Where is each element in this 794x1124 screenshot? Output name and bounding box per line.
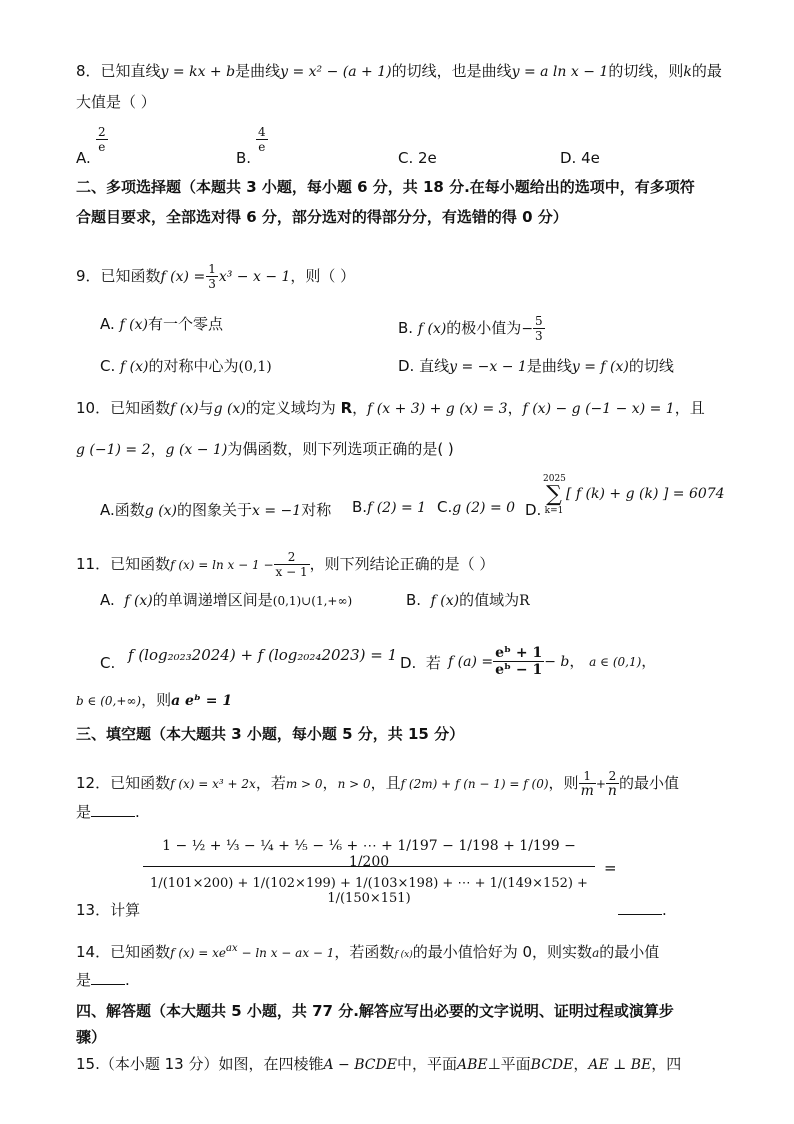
- text: 的极小值为: [446, 319, 522, 337]
- q9-func: f (x) =: [160, 269, 206, 285]
- q11-stem: [76, 550, 494, 579]
- q14-stem: [76, 939, 659, 965]
- math: f (x): [394, 950, 413, 960]
- q11-option-d-cont: [76, 690, 232, 711]
- text: 的切线: [628, 357, 674, 375]
- text: ，则: [548, 774, 579, 792]
- option-label: A.: [76, 149, 91, 167]
- math: f (x) = x³ + 2x: [170, 777, 256, 791]
- text: 的单调递增区间是: [152, 591, 273, 609]
- math: ax: [226, 943, 238, 954]
- q10-option-d-expr: [ f (k) + g (k) ] = 6074: [566, 486, 725, 502]
- q8-line1: [76, 61, 722, 82]
- text: ，: [150, 440, 166, 458]
- text: 的定义域均为: [245, 399, 336, 417]
- q10-option-d-label: D.: [525, 501, 542, 519]
- math: g (x − 1): [165, 442, 228, 458]
- text: 11．已知函数: [76, 555, 171, 573]
- math: g (x): [144, 503, 178, 519]
- denominator: n: [607, 783, 617, 799]
- text: A.函数: [100, 501, 145, 519]
- math: y = f (x): [571, 359, 629, 375]
- q13-fraction-bar: [143, 866, 595, 867]
- text: 为偶函数，则下列选项正确的是( ): [227, 440, 454, 458]
- answer-blank[interactable]: [91, 816, 135, 817]
- numerator: 2: [98, 125, 106, 139]
- text: ，: [507, 399, 523, 417]
- numerator: 5: [535, 314, 543, 328]
- q8-text: 的切线，也是曲线: [391, 62, 512, 80]
- q9-stem: [76, 262, 355, 291]
- math: g (2) = 0: [452, 500, 516, 516]
- math: a: [592, 946, 600, 960]
- q9-b-frac: [533, 314, 545, 343]
- q9-option-a: [100, 314, 223, 335]
- q11-option-a: [100, 590, 352, 611]
- q8-option-c: C. 2e: [398, 149, 437, 167]
- math: a eᵇ = 1: [171, 693, 233, 709]
- math: a ∈ (0,1): [589, 655, 642, 669]
- q8-line-expr: y = kx + b: [160, 64, 236, 80]
- q9-option-c: [100, 356, 272, 377]
- q8-text: 8．已知直线: [76, 62, 161, 80]
- text: 是: [76, 803, 92, 821]
- math: +: [595, 777, 606, 791]
- math: − b: [544, 654, 570, 670]
- option-label: B.: [398, 319, 414, 337]
- text: ，且: [674, 399, 705, 417]
- q11-option-b: [406, 590, 530, 611]
- math: f (x + 3) + g (x) = 3: [367, 401, 508, 417]
- math: y = −x − 1: [449, 359, 527, 375]
- option-label: D.: [400, 654, 417, 672]
- math: f (x) − g (−1 − x) = 1: [522, 401, 675, 417]
- sigma-symbol: ∑: [546, 482, 562, 507]
- math: AE ⊥ BE: [588, 1057, 652, 1073]
- text: 是: [76, 971, 92, 989]
- q8-option-d: D. 4e: [560, 149, 600, 167]
- q15-stem: [76, 1054, 681, 1075]
- text: ，: [322, 774, 338, 792]
- denominator: x − 1: [275, 565, 308, 579]
- q8-option-a: [76, 148, 91, 168]
- math: BCDE: [530, 1057, 574, 1073]
- text: 是曲线: [526, 357, 572, 375]
- section2-heading-line2: 合题目要求，全部选对得 6 分，部分选对的得部分分，有选错的得 0 分）: [76, 208, 568, 226]
- text: 的最小值: [618, 774, 679, 792]
- text: 14．已知函数: [76, 943, 171, 961]
- q8-curve2-expr: y = a ln x − 1: [511, 64, 609, 80]
- q13-denominator-expr: 1/(101×200) + 1/(102×199) + 1/(103×198) + ⋯ + 1/(149×152) + 1/(150×151): [150, 876, 588, 906]
- math: −: [521, 321, 534, 337]
- text: ，若函数: [334, 943, 395, 961]
- math: m > 0: [285, 777, 323, 791]
- math: f (2) = 1: [367, 500, 427, 516]
- denominator: eᵇ − 1: [495, 662, 543, 678]
- section3-heading: 三、填空题（本大题共 3 小题，每小题 5 分，共 15 分）: [76, 725, 465, 743]
- text: 12．已知函数: [76, 774, 171, 792]
- math: n > 0: [337, 777, 371, 791]
- q8-curve1-expr: y = x² − (a + 1): [280, 64, 392, 80]
- q9-option-d: [398, 356, 674, 377]
- numerator: eᵇ + 1: [495, 645, 543, 661]
- math: R: [519, 593, 530, 609]
- option-label: A.: [100, 315, 115, 333]
- q11-d-frac: [493, 645, 544, 678]
- text: 若: [425, 654, 441, 672]
- period: .: [125, 971, 130, 989]
- text: ，: [573, 1055, 589, 1073]
- text: ，若: [255, 774, 286, 792]
- q12-stem: [76, 769, 679, 798]
- q8-text: 的切线，则: [608, 62, 684, 80]
- text: ，四: [651, 1055, 682, 1073]
- q8-text: 的最: [691, 62, 722, 80]
- q10-stem-line2: [76, 439, 454, 460]
- text: ，则下列结论正确的是（ ）: [309, 555, 495, 573]
- numerator: 2: [606, 769, 619, 784]
- numerator: 1: [208, 262, 216, 276]
- math: x = −1: [252, 503, 302, 519]
- q11-option-c-label: C.: [100, 654, 116, 672]
- period: .: [662, 901, 667, 919]
- q9-text: 9．已知函数: [76, 267, 161, 285]
- answer-blank[interactable]: [91, 984, 125, 985]
- q10-stem-line1: [76, 398, 705, 419]
- text: 的最小值: [599, 943, 660, 961]
- q11-option-d: [400, 653, 441, 673]
- text: ，且: [370, 774, 401, 792]
- q14-line2: [76, 970, 130, 990]
- text: 的图象关于: [177, 501, 253, 519]
- q9-text: ，则（ ）: [290, 267, 356, 285]
- q12-line2: 是 .: [76, 803, 140, 821]
- option-label: D. 直线: [398, 357, 450, 375]
- q13-answer: [618, 900, 667, 920]
- text: 的对称中心为: [148, 357, 239, 375]
- math: g (x): [213, 401, 246, 417]
- denominator: e: [98, 140, 106, 154]
- math: ABE: [456, 1057, 488, 1073]
- text: ，: [352, 399, 368, 417]
- q8-option-b-frac: [256, 125, 268, 154]
- math: f (x): [119, 317, 148, 333]
- math: − ln x − ax − 1: [237, 946, 335, 960]
- section4-heading-line2: 骤）: [76, 1028, 107, 1046]
- numerator: 4: [258, 125, 266, 139]
- q9-frac: [206, 262, 218, 291]
- math: (0,1)∪(1,+∞): [272, 594, 353, 608]
- text: 有一个零点: [148, 315, 224, 333]
- text: ，: [569, 652, 585, 670]
- q8-line2: 大值是（ ）: [76, 93, 156, 111]
- math: f (x): [120, 359, 149, 375]
- q12-frac2: [606, 769, 619, 798]
- q12-frac1: [579, 769, 596, 798]
- q9-func-rest: x³ − x − 1: [218, 269, 291, 285]
- q8-k: k: [683, 64, 692, 80]
- math: g (−1) = 2: [76, 442, 151, 458]
- sum-lower: k=1: [544, 506, 564, 516]
- text: 的最小值恰好为 0，则实数: [412, 943, 593, 961]
- q10-option-a: [100, 500, 331, 521]
- q10-sum: [543, 474, 565, 516]
- math: f (x) = ln x − 1 −: [170, 558, 274, 572]
- option-label: B.: [352, 498, 368, 516]
- q10-option-b: [352, 497, 426, 518]
- option-label: C.: [437, 498, 453, 516]
- math: f (x): [124, 593, 153, 609]
- text: 的值域为: [459, 591, 520, 609]
- section2-heading-line1: 二、多项选择题（本题共 3 小题，每小题 6 分，共 18 分.在每小题给出的选项中，有多项符: [76, 178, 695, 196]
- option-label: A.: [100, 591, 115, 609]
- text: R: [340, 399, 353, 417]
- text: ⊥平面: [487, 1055, 531, 1073]
- q9-option-b: [398, 314, 545, 343]
- denominator: 3: [208, 277, 216, 291]
- math: (0,1): [238, 359, 272, 375]
- math: f (2m) + f (n − 1) = f (0): [400, 777, 549, 791]
- denominator: 3: [535, 329, 543, 343]
- q13-numerator-expr: 1 − ½ + ⅓ − ¼ + ⅕ − ⅙ + ⋯ + 1/197 − 1/198 + 1/199 − 1/200: [162, 838, 576, 870]
- option-label: B.: [236, 149, 252, 167]
- q8-text: 是曲线: [235, 62, 281, 80]
- text: 10．已知函数: [76, 399, 171, 417]
- q13-prefix: 13．计算: [76, 901, 141, 919]
- answer-blank[interactable]: [618, 914, 662, 915]
- text: 中，平面: [396, 1055, 457, 1073]
- math: A − BCDE: [323, 1057, 397, 1073]
- numerator: 1: [579, 769, 596, 784]
- q13-equals: =: [604, 859, 617, 877]
- sum-upper: 2025: [543, 474, 566, 484]
- text: ，则: [141, 691, 172, 709]
- numerator: 2: [274, 550, 310, 565]
- math: f (x): [170, 401, 199, 417]
- q8-option-b: [236, 148, 251, 168]
- text: 15.（本小题 13 分）如图，在四棱锥: [76, 1055, 324, 1073]
- math: f (x): [417, 321, 447, 337]
- math: f (x) = xe: [170, 946, 227, 960]
- option-label: B.: [406, 591, 422, 609]
- denominator: m: [580, 783, 594, 799]
- q10-option-c: [437, 497, 515, 518]
- math: b ∈ (0,+∞): [76, 694, 142, 708]
- q11-frac: [274, 550, 310, 579]
- math: f (a) =: [448, 654, 494, 670]
- q11-option-d-expr: [448, 645, 656, 678]
- denominator: e: [258, 140, 266, 154]
- text: 对称: [301, 501, 332, 519]
- option-label: C.: [100, 357, 116, 375]
- text: ，: [641, 652, 657, 670]
- math: f (x): [430, 593, 460, 609]
- text: 与: [198, 399, 214, 417]
- q13-denominator: [143, 876, 595, 906]
- q11-option-c-expr: f (log₂₀₂₃2024) + f (log₂₀₂₄2023) = 1: [128, 646, 398, 664]
- q8-option-a-frac: [96, 125, 108, 154]
- section4-heading-line1: 四、解答题（本大题共 5 小题，共 77 分.解答应写出必要的文字说明、证明过程或演算步: [76, 1002, 674, 1020]
